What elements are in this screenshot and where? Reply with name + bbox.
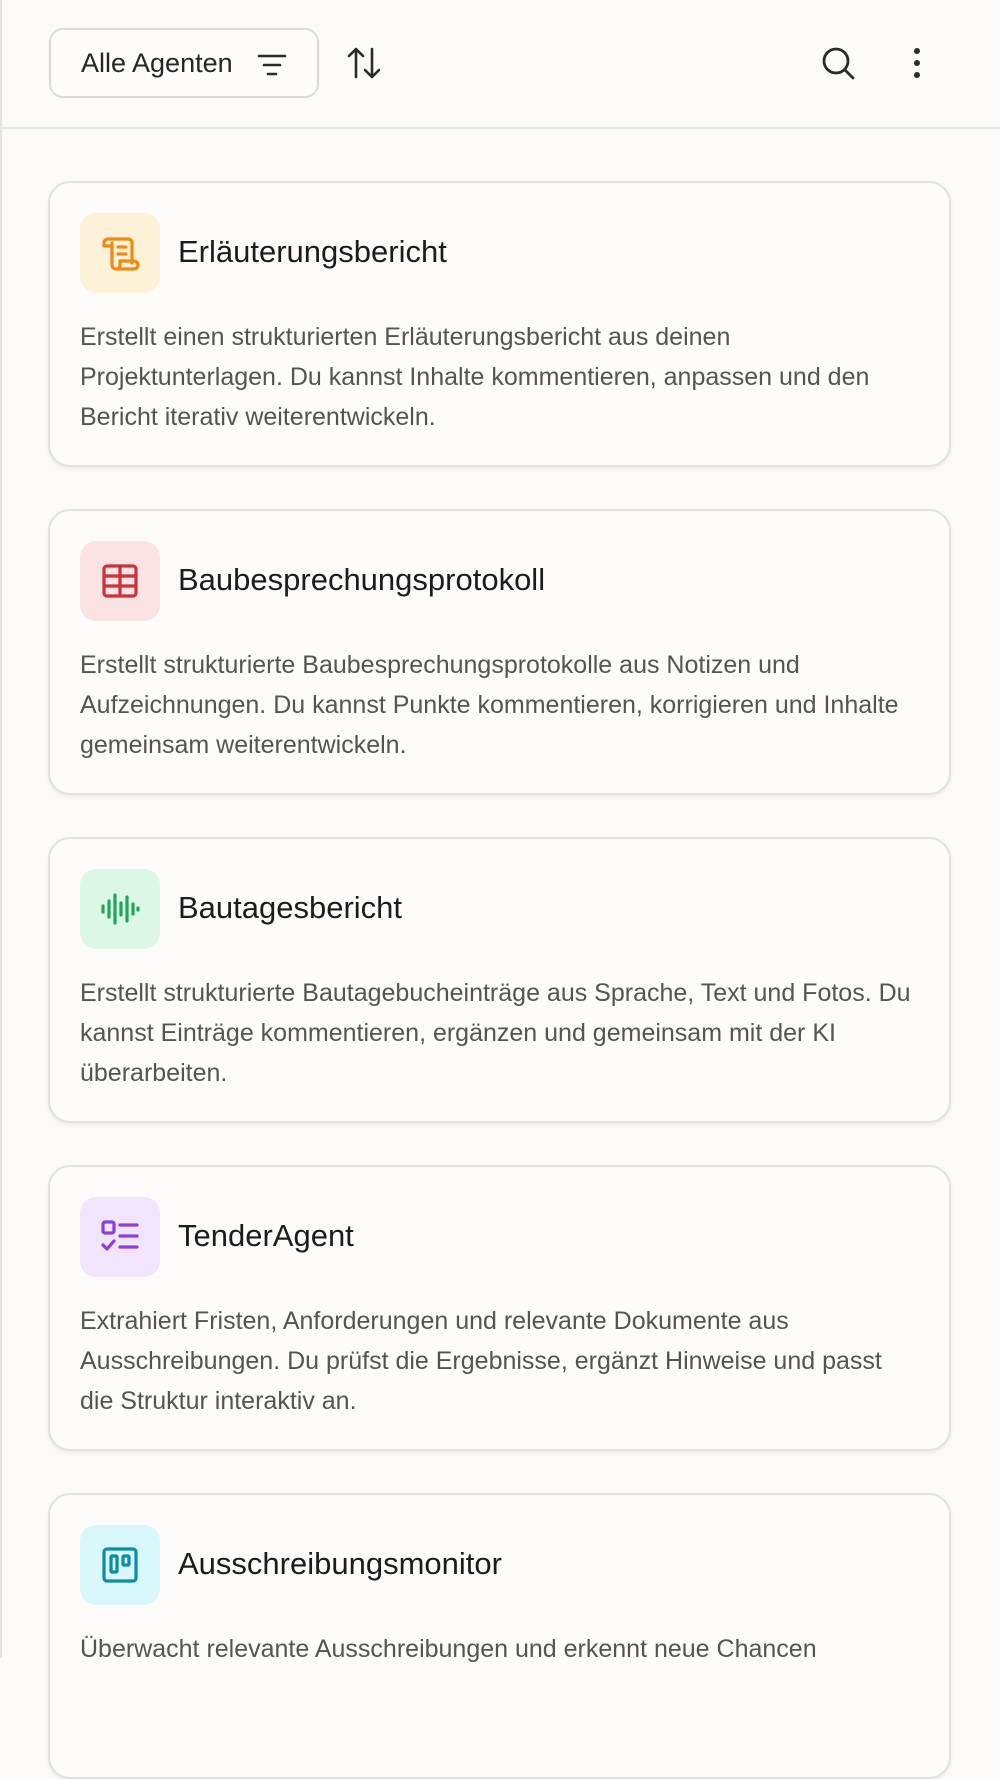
agent-icon-box [80,1525,160,1605]
agent-description: Extrahiert Fristen, Anforderungen und relevante Dokumente aus Ausschreibungen. Du prüfst die Ergebnisse, ergänzt Hinweise und passt die Struktur interaktiv an. [80,1307,882,1415]
agent-icon-box [80,1197,160,1277]
agent-title: Baubesprechungsprotokoll [178,562,546,597]
agent-title: TenderAgent [178,1218,354,1253]
agent-description: Erstellt strukturierte Bautagebucheinträge aus Sprache, Text und Fotos. Du kannst Einträge kommentieren, ergänzen und gemeinsam mit der KI überarbeiten. [80,979,911,1087]
agent-card-bautagesbericht[interactable] [48,837,951,1123]
agent-title: Erläuterungsbericht [178,234,447,269]
agent-description: Überwacht relevante Ausschreibungen und erkennt neue Chancen [80,1635,817,1663]
agent-title: Ausschreibungsmonitor [178,1546,502,1581]
sort-button[interactable] [347,45,381,81]
agent-filter-label: Alle Agenten [81,47,233,78]
scroll-icon [100,233,140,273]
search-button[interactable] [820,45,856,81]
agent-card-tenderagent[interactable] [48,1165,951,1451]
agent-card-baubesprechungsprotokoll[interactable] [48,509,951,795]
agent-icon-box [80,541,160,621]
agent-description: Erstellt einen strukturierten Erläuterungsbericht aus deinen Projektunterlagen. Du kannst Inhalte kommentieren, anpassen und den Bericht iterativ weiterentwickeln. [80,323,870,431]
agent-filter-button[interactable] [49,28,319,98]
checklist-icon [100,1217,140,1257]
audio-waveform-icon [100,889,140,929]
agent-card-ausschreibungsmonitor[interactable] [48,1493,951,1779]
more-options-button[interactable] [900,45,934,81]
agent-card-erlaeuterungsbericht[interactable] [48,181,951,467]
agent-icon-box [80,869,160,949]
left-divider [0,0,2,1658]
table-icon [100,561,140,601]
agent-icon-box [80,213,160,293]
agent-description: Erstellt strukturierte Baubesprechungsprotokolle aus Notizen und Aufzeichnungen. Du kannst Punkte kommentieren, korrigieren und Inhalte gemeinsam weiterentwickeln. [80,651,899,759]
agent-title: Bautagesbericht [178,890,403,925]
kanban-icon [100,1545,140,1585]
toolbar [2,0,1000,129]
filter-icon [257,52,287,78]
